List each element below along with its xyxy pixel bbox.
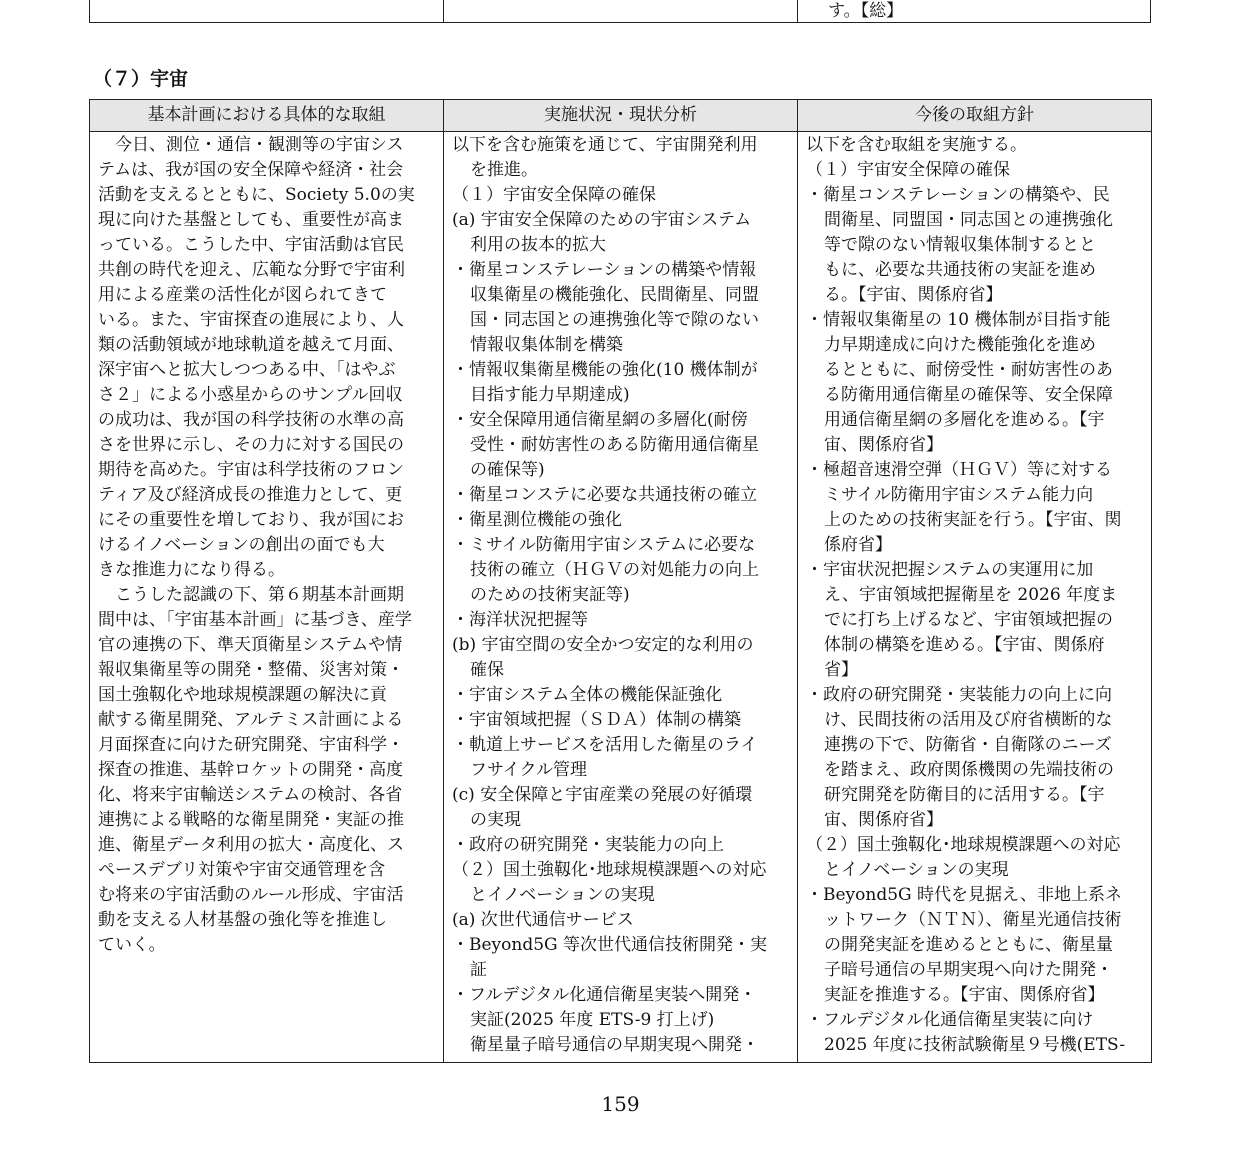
cell-line: 以下を含む取組を実施する。 — [806, 135, 1027, 155]
cell-line: 進、衛星データ利用の拡大・高度化、ス — [98, 835, 404, 855]
cell-line: （１）宇宙安全保障の確保 — [452, 185, 656, 205]
cell-line: 情報収集体制を構築 — [470, 335, 623, 355]
cell-line: 体制の構築を進める。【宇宙、関係府 — [824, 635, 1105, 655]
cell-line: 力早期達成に向けた機能強化を進め — [824, 335, 1096, 355]
cell-line: こうした認識の下、第６期基本計画期 — [98, 585, 404, 605]
cell-line: 確保 — [470, 660, 504, 680]
cell-line: ・情報収集衛星機能の強化(10 機体制が — [452, 360, 758, 380]
cell-line: を推進。 — [470, 160, 538, 180]
cell-line: っている。こうした中、宇宙活動は官民 — [98, 235, 404, 255]
header-cell-policy: 今後の取組方針 — [915, 105, 1034, 125]
cell-line: 化、将来宇宙輸送システムの検討、各省 — [98, 785, 403, 805]
cell-line: 2025 年度に技術試験衛星９号機(ETS- — [824, 1035, 1126, 1055]
table-cell-status — [452, 133, 767, 1058]
cell-line: の確保等) — [470, 460, 545, 480]
cell-line: 収集衛星の機能強化、民間衛星、同盟 — [470, 285, 759, 305]
cell-line: 証 — [470, 960, 487, 980]
cell-line: とイノベーションの実現 — [470, 885, 655, 905]
cell-line: さを世界に示し、その力に対する国民の — [98, 435, 404, 455]
cell-line: 間衛星、同盟国・同志国との連携強化 — [824, 210, 1113, 230]
cell-line: (a) 次世代通信サービス — [452, 910, 634, 930]
cell-line: ・宇宙状況把握システムの実運用に加 — [806, 560, 1094, 580]
cell-line: ・衛星コンステに必要な共通技術の確立 — [452, 485, 758, 505]
cell-line: 用通信衛星網の多層化を進める。【宇 — [824, 410, 1105, 430]
cell-line: の成功は、我が国の科学技術の水準の高 — [98, 410, 404, 430]
column-divider — [797, 100, 798, 1062]
cell-line: 等で隙のない情報収集体制するとと — [824, 235, 1096, 255]
cell-line: もに、必要な共通技術の実証を進め — [824, 260, 1096, 280]
cell-line: 動を支える人材基盤の強化等を推進し — [98, 910, 387, 930]
cell-line: ていく。 — [98, 935, 166, 955]
cell-line: 目指す能力早期達成) — [470, 385, 630, 405]
cell-line: さ２」による小惑星からのサンプル回収 — [98, 385, 403, 405]
cell-line: 宙、関係府省】 — [824, 435, 943, 455]
cell-line: 省】 — [824, 660, 858, 680]
cell-line: ティア及び経済成長の推進力として、更 — [98, 485, 403, 505]
cell-line: けるイノベーションの創出の面でも大 — [98, 535, 385, 555]
cell-line: 連携の下で、防衛省・自衛隊のニーズ — [824, 735, 1112, 755]
cell-line: ・政府の研究開発・実装能力の向上に向 — [806, 685, 1112, 705]
table-cell-policy — [806, 133, 1125, 1058]
cell-line: ・海洋状況把握等 — [452, 610, 588, 630]
cell-line: 現に向けた基盤としても、重要性が高ま — [98, 210, 404, 230]
cell-line: ・宇宙領域把握（ＳＤＡ）体制の構築 — [452, 710, 741, 730]
cell-line: 国土強靱化や地球規模課題の解決に貢 — [98, 685, 387, 705]
cell-line: 連携による戦略的な衛星開発・実証の推 — [98, 810, 404, 830]
cell-line: る。【宇宙、関係府省】 — [824, 285, 1003, 305]
cell-line: でに打ち上げるなど、宇宙領域把握の — [824, 610, 1113, 630]
cell-line: の実現 — [470, 810, 521, 830]
table-cell-plan — [98, 133, 415, 958]
header-cell-plan: 基本計画における具体的な取組 — [147, 105, 386, 125]
cell-line: 報収集衛星等の開発・整備、災害対策・ — [98, 660, 404, 680]
previous-table-divider — [443, 0, 444, 22]
header-cell-status: 実施状況・現状分析 — [544, 105, 697, 125]
cell-line: 共創の時代を迎え、広範な分野で宇宙利 — [98, 260, 406, 280]
cell-line: ・フルデジタル化通信衛星実装に向け — [806, 1010, 1094, 1030]
previous-table-tail — [89, 0, 1151, 23]
cell-line: 活動を支えるとともに、Society 5.0の実 — [98, 185, 415, 205]
previous-table-divider — [797, 0, 798, 22]
cell-line: ・安全保障用通信衛星網の多層化(耐傍 — [452, 410, 748, 430]
cell-line: （２）国土強靱化･地球規模課題への対応 — [806, 835, 1121, 855]
cell-line: (b) 宇宙空間の安全かつ安定的な利用の — [452, 635, 754, 655]
cell-line: 深宇宙へと拡大しつつある中、「はやぶ — [98, 360, 396, 380]
cell-line: 研究開発を防衛目的に活用する。【宇 — [824, 785, 1105, 805]
cell-line: ・宇宙システム全体の機能保証強化 — [452, 685, 723, 705]
cell-line: ットワーク（ＮＴＮ）、衛星光通信技術 — [824, 910, 1122, 930]
column-divider — [443, 100, 444, 1062]
cell-line: 期待を高めた。宇宙は科学技術のフロン — [98, 460, 404, 480]
cell-line: （２）国土強靱化･地球規模課題への対応 — [452, 860, 767, 880]
table-header-row — [90, 100, 1151, 132]
cell-line: 実証を推進する。【宇宙、関係府省】 — [824, 985, 1105, 1005]
cell-line: 利用の抜本的拡大 — [470, 235, 606, 255]
cell-line: 献する衛星開発、アルテミス計画による — [98, 710, 404, 730]
cell-line: ・衛星測位機能の強化 — [452, 510, 622, 530]
cell-line: 衛星量子暗号通信の早期実現へ開発・ — [470, 1035, 759, 1055]
cell-line: (a) 宇宙安全保障のための宇宙システム — [452, 210, 752, 230]
cell-line: ・フルデジタル化通信衛星実装へ開発・ — [452, 985, 757, 1005]
cell-line: む将来の宇宙活動のルール形成、宇宙活 — [98, 885, 404, 905]
cell-line: の開発実証を進めるとともに、衛星量 — [824, 935, 1113, 955]
cell-line: え、宇宙領域把握衛星を 2026 年度ま — [824, 585, 1118, 605]
cell-line: 係府省】 — [824, 535, 892, 555]
cell-line: 類の活動領域が地球軌道を越えて月面、 — [98, 335, 404, 355]
cell-line: を踏まえ、政府関係機関の先端技術の — [824, 760, 1115, 780]
cell-line: にその重要性を増しており、我が国にお — [98, 510, 404, 530]
cell-line: ・政府の研究開発・実装能力の向上 — [452, 835, 724, 855]
cell-line: （１）宇宙安全保障の確保 — [806, 160, 1010, 180]
cell-line: 上のための技術実証を行う。【宇宙、関 — [824, 510, 1122, 530]
cell-line: 受性・耐妨害性のある防衛用通信衛星 — [470, 435, 759, 455]
cell-line: ・極超音速滑空弾（ＨＧＶ）等に対する — [806, 460, 1112, 480]
cell-line: とイノベーションの実現 — [824, 860, 1009, 880]
cell-line: ・ミサイル防衛用宇宙システムに必要な — [452, 535, 756, 555]
page-number: 159 — [601, 1092, 640, 1116]
cell-line: 宙、関係府省】 — [824, 810, 943, 830]
cell-line: 官の連携の下、準天頂衛星システムや情 — [98, 635, 403, 655]
cell-line: 実証(2025 年度 ETS-9 打上げ) — [470, 1010, 715, 1030]
cell-line: 技術の確立（ＨＧＶの対処能力の向上 — [470, 560, 759, 580]
cell-line: 子暗号通信の早期実現へ向けた開発・ — [824, 960, 1113, 980]
cell-line: 用による産業の活性化が図られてきて — [98, 285, 387, 305]
cell-line: ミサイル防衛用宇宙システム能力向 — [824, 485, 1094, 505]
cell-line: 探査の推進、基幹ロケットの開発・高度 — [98, 760, 404, 780]
cell-line: きな推進力になり得る。 — [98, 560, 285, 580]
cell-line: 国・同志国との連携強化等で隙のない — [470, 310, 759, 330]
cell-line: フサイクル管理 — [470, 760, 587, 780]
cell-line: 以下を含む施策を通じて、宇宙開発利用 — [452, 135, 758, 155]
cell-line: ・情報収集衛星の 10 機体制が目指す能 — [806, 310, 1111, 330]
cell-line: 今日、測位・通信・観測等の宇宙シス — [98, 135, 404, 155]
policy-table — [89, 99, 1152, 1063]
cell-line: ・衛星コンステレーションの構築や、民 — [806, 185, 1110, 205]
cell-line: (c) 安全保障と宇宙産業の発展の好循環 — [452, 785, 753, 805]
cell-line: け、民間技術の活用及び府省横断的な — [824, 710, 1113, 730]
cell-line: いる。また、宇宙探査の進展により、人 — [98, 310, 404, 330]
cell-line: のための技術実証等) — [470, 585, 630, 605]
cell-line: ・軌道上サービスを活用した衛星のライ — [452, 735, 758, 755]
cell-line: ・Beyond5G 時代を見据え、非地上系ネ — [806, 885, 1123, 905]
cell-line: ・衛星コンステレーションの構築や情報 — [452, 260, 757, 280]
cell-line: るとともに、耐傍受性・耐妨害性のあ — [824, 360, 1113, 380]
cell-line: 月面探査に向けた研究開発、宇宙科学・ — [98, 735, 404, 755]
cell-line: 間中は、「宇宙基本計画」に基づき、産学 — [98, 610, 412, 630]
section-title: （７）宇宙 — [93, 68, 189, 90]
cell-line: ・Beyond5G 等次世代通信技術開発・実 — [452, 935, 768, 955]
cell-line: テムは、我が国の安全保障や経済・社会 — [98, 160, 404, 180]
cell-line: ペースデブリ対策や宇宙交通管理を含 — [98, 860, 386, 880]
cell-line: る防衛用通信衛星の確保等、安全保障 — [824, 385, 1113, 405]
previous-table-text: す。【総】 — [828, 1, 904, 21]
